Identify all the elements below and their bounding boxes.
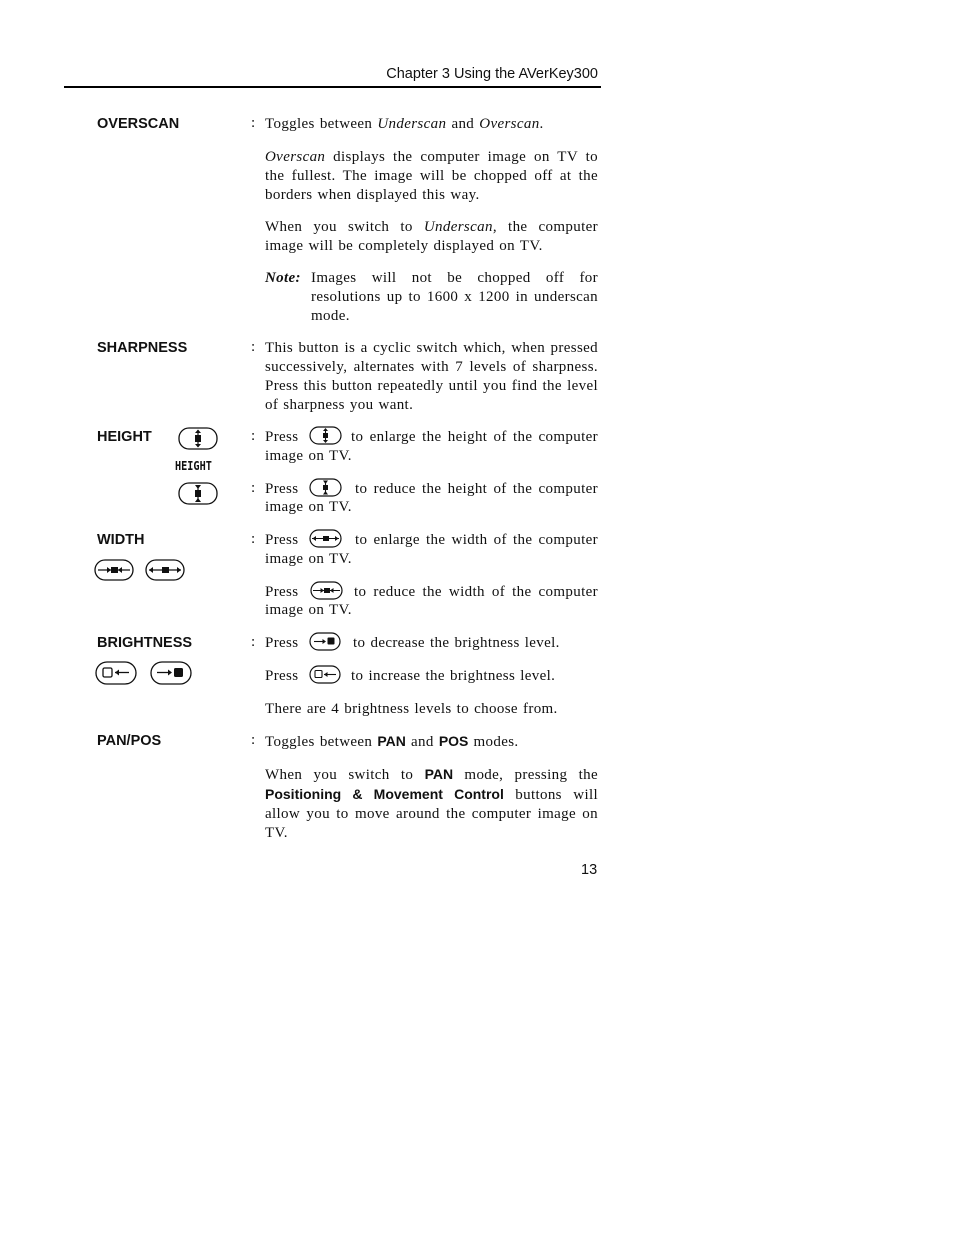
overscan-note-label: Note: — [265, 270, 301, 286]
brightness-decrease-text: to decrease the brightness level. — [353, 635, 560, 651]
brightness-down-button — [150, 661, 192, 690]
brightness-up-button — [95, 661, 137, 690]
width-enlarge-icon — [145, 559, 185, 581]
width-press-2: Press — [265, 584, 299, 600]
height-up-button — [178, 427, 218, 455]
height-reduce-icon — [309, 478, 342, 497]
brightness-inline-increase-icon — [309, 665, 341, 689]
height-press-2: Press — [265, 481, 299, 497]
header-rule — [64, 86, 601, 88]
panpos-term: PAN/POS — [97, 733, 162, 749]
panpos-colon: : — [251, 732, 256, 748]
brightness-term: BRIGHTNESS — [97, 635, 193, 651]
brightness-press-1: Press — [265, 635, 299, 651]
overscan-term: OVERSCAN — [97, 116, 180, 132]
overscan-note-text: Images will not be chopped off for resolutions up to 1600 x 1200 in underscan mode. — [311, 270, 598, 324]
width-out-button — [145, 559, 185, 586]
height-enlarge-text: to enlarge the height of the computer — [351, 429, 598, 445]
width-press-1: Press — [265, 532, 299, 548]
height-colon-1: : — [251, 428, 256, 444]
brightness-inline-decrease-icon — [309, 632, 341, 656]
overscan-colon: : — [251, 115, 256, 131]
height-button-label: HEIGHT — [175, 459, 212, 473]
height-down-button — [178, 482, 218, 510]
page-number: 13 — [581, 862, 598, 878]
brightness-levels-text: There are 4 brightness levels to choose from. — [265, 701, 558, 717]
overscan-paragraph-2: Overscan displays the computer image on TV to the fullest. The image will be chopped off at the borders when displayed this way. — [265, 149, 598, 203]
height-reduce-text: to reduce the height of the computer — [355, 481, 598, 497]
height-enlarge-icon — [309, 426, 342, 445]
height-enlarge-cont: image on TV. — [265, 448, 352, 464]
width-term: WIDTH — [97, 532, 145, 548]
brightness-press-2: Press — [265, 668, 299, 684]
height-term: HEIGHT — [97, 429, 152, 445]
width-reduce-icon — [310, 581, 343, 600]
width-in-button — [94, 559, 134, 586]
width-reduce-cont: image on TV. — [265, 602, 352, 618]
height-enlarge-icon — [178, 427, 218, 450]
panpos-paragraph-2: When you switch to PAN mode, pressing the Positioning & Movement Control buttons will allow you to move around the computer image on TV. — [265, 766, 599, 841]
width-reduce-icon — [94, 559, 134, 581]
width-enlarge-text: to enlarge the width of the computer — [355, 532, 598, 548]
width-colon-1: : — [251, 531, 256, 547]
brightness-increase-text: to increase the brightness level. — [351, 668, 556, 684]
brightness-increase-icon — [95, 661, 137, 685]
brightness-decrease-icon — [309, 632, 341, 651]
width-reduce-text: to reduce the width of the computer — [354, 584, 598, 600]
height-press-1: Press — [265, 429, 299, 445]
panpos-paragraph-1: Toggles between PAN and POS modes. — [265, 733, 519, 750]
height-reduce-icon — [178, 482, 218, 505]
sharpness-colon: : — [251, 339, 256, 355]
brightness-increase-icon — [309, 665, 341, 684]
height-reduce-cont: image on TV. — [265, 499, 352, 515]
brightness-decrease-icon — [150, 661, 192, 685]
overscan-paragraph-3: When you switch to Underscan, the computer image will be completely displayed on TV. — [265, 219, 598, 254]
brightness-colon: : — [251, 634, 256, 650]
sharpness-paragraph: This button is a cyclic switch which, when pressed successively, alternates with 7 levels of sharpness. Press this button repeatedly until you find the level of sharpness you want. — [265, 340, 598, 413]
width-enlarge-cont: image on TV. — [265, 551, 352, 567]
overscan-paragraph-1: Toggles between Underscan and Overscan. — [265, 116, 544, 132]
chapter-header: Chapter 3 Using the AVerKey300 — [386, 66, 598, 82]
width-enlarge-icon — [309, 529, 342, 548]
sharpness-term: SHARPNESS — [97, 340, 188, 356]
height-colon-2: : — [251, 480, 256, 496]
